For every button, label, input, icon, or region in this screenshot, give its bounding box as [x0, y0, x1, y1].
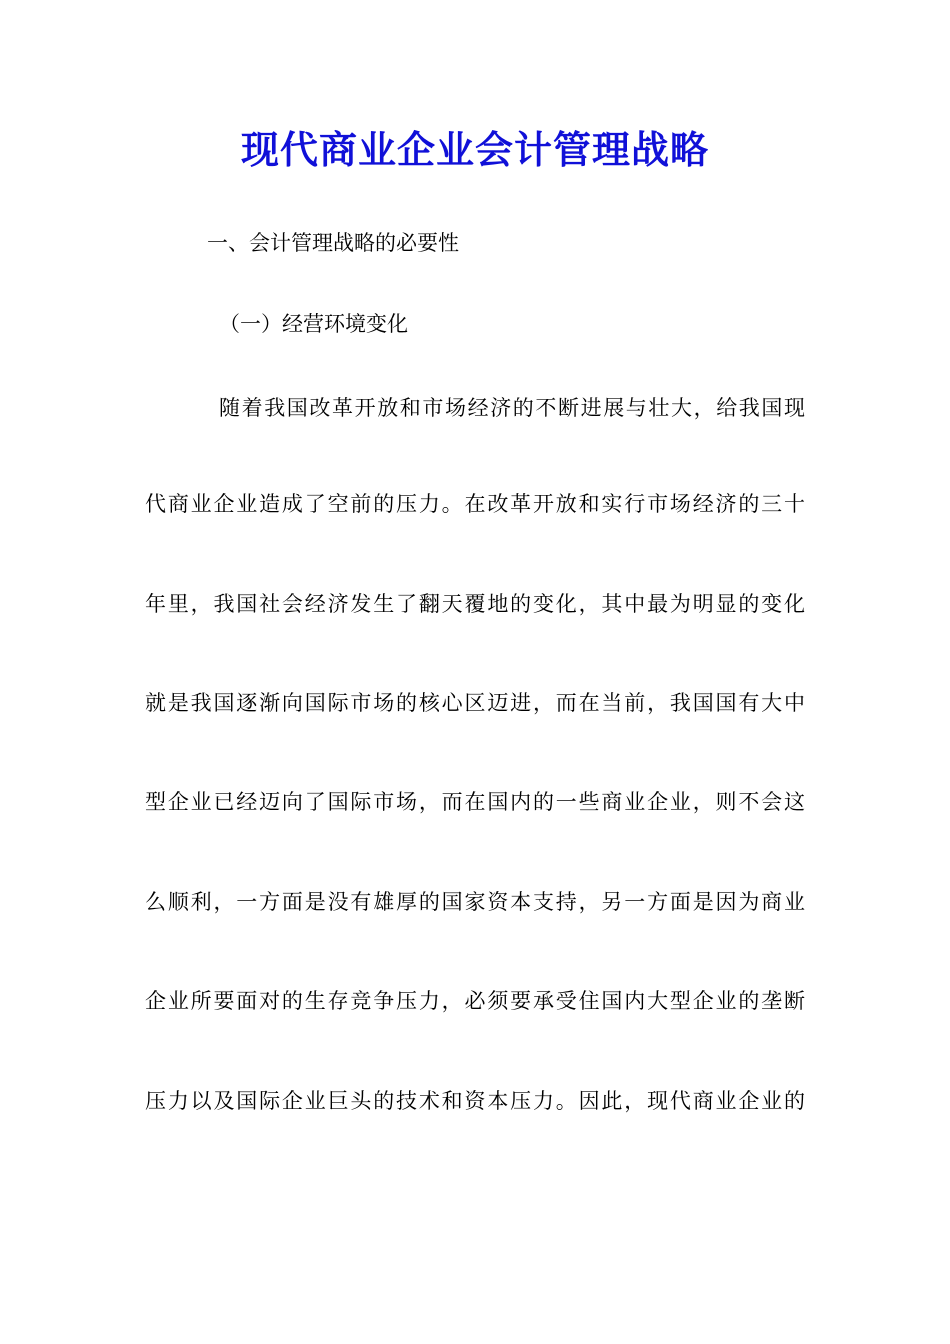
document-title: 现代商业企业会计管理战略: [240, 128, 709, 172]
body-line: 企业所要面对的生存竞争压力，必须要承受住国内大型企业的垄断: [145, 989, 805, 1013]
body-line: 型企业已经迈向了国际市场，而在国内的一些商业企业，则不会这: [145, 790, 805, 814]
subsection-heading: （一）经营环境变化: [219, 312, 408, 336]
body-line: 代商业企业造成了空前的压力。在改革开放和实行市场经济的三十: [145, 492, 805, 516]
body-line: 么顺利，一方面是没有雄厚的国家资本支持，另一方面是因为商业: [145, 890, 805, 914]
body-line: 年里，我国社会经济发生了翻天覆地的变化，其中最为明显的变化: [145, 592, 805, 616]
section-heading: 一、会计管理战略的必要性: [207, 231, 459, 255]
body-line: 压力以及国际企业巨头的技术和资本压力。因此，现代商业企业的: [145, 1089, 805, 1113]
body-line: 随着我国改革开放和市场经济的不断进展与壮大，给我国现: [219, 396, 805, 420]
body-line: 就是我国逐渐向国际市场的核心区迈进，而在当前，我国国有大中: [145, 691, 805, 715]
